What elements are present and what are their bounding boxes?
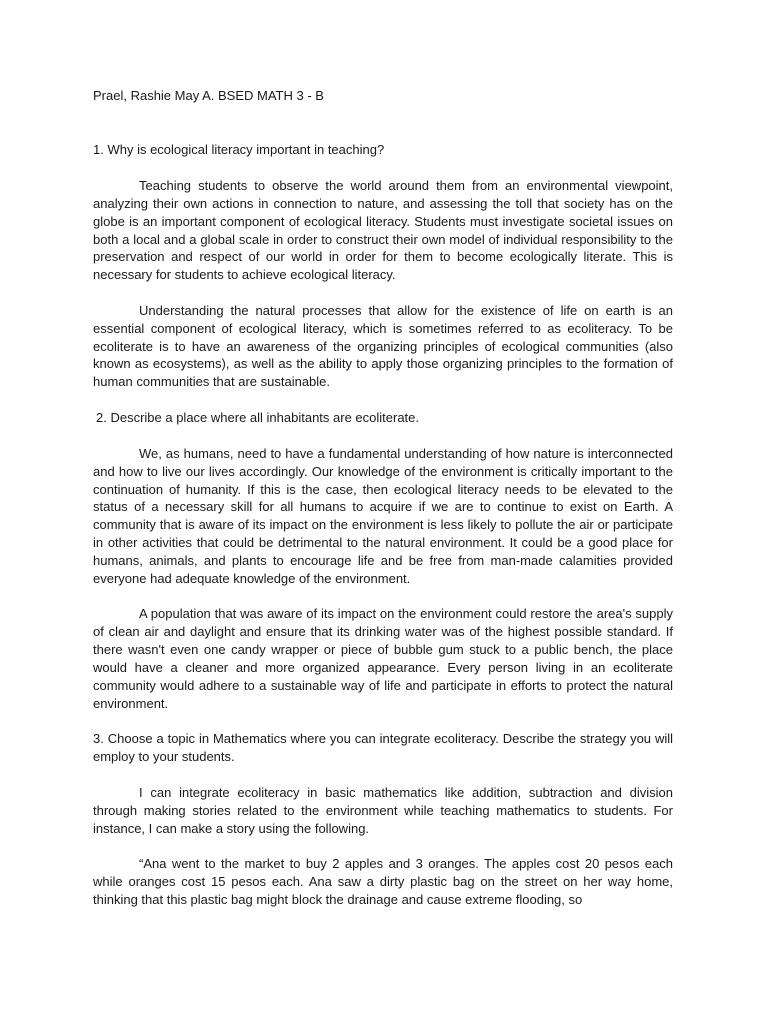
student-name-header: Prael, Rashie May A. BSED MATH 3 - B [93, 88, 324, 103]
question-1-section [93, 141, 673, 391]
question-2-heading: 2. Describe a place where all inhabitants are ecoliterate. [96, 409, 420, 425]
answer-2-paragraph-2: A population that was aware of its impact on the environment could restore the area's supply of clean air and daylight and ensure that its drinking water was of the highest possible standard. If there wasn't even one candy wrapper or piece of bubble gum stuck to a public bench, the place would have a cleaner and more organized appearance. Every person living in an ecoliterate community would adhere to a sustainable way of life and participate in efforts to protect the natural environment. [93, 606, 673, 711]
answer-3-paragraph-1: I can integrate ecoliteracy in basic mathematics like addition, subtraction and division through making stories related to the environment while teaching mathematics to students. For instance, I can make a story using the following. [93, 785, 673, 836]
answer-1-paragraph-1: Teaching students to observe the world around them from an environmental viewpoint, analyzing their own actions in connection to nature, and assessing the toll that society has on the globe is an important component of ecological literacy. Students must investigate societal issues on both a local and a global scale in order to construct their own model of individual responsibility to the preservation and respect of our world in order for them to become ecologically literate. This is necessary for students to achieve ecological literacy. [93, 177, 673, 283]
answer-1-paragraph-2: Understanding the natural processes that allow for the existence of life on earth is an essential component of ecological literacy, which is sometimes referred to as ecoliteracy. To be ecoliterate is to have an awareness of the organizing principles of ecological communities (also known as ecosystems), as well as the ability to apply those organizing principles to the formation of human communities that are sustainable. [93, 302, 673, 390]
answer-2-paragraph-1: We, as humans, need to have a fundamental understanding of how nature is interconnected and how to live our lives accordingly. Our knowledge of the environment is critically important to the continuation of humanity. If this is the case, then ecological literacy needs to be elevated to the status of a necessary skill for all humans to acquire if we are to continue to exist on Earth. A community that is aware of its impact on the environment is less likely to pollute the air or participate in other activities that could be detrimental to the natural environment. It could be a good place for humans, animals, and plants to encourage life and be free from man-made calamities provided everyone had adequate knowledge of the environment. [93, 445, 673, 587]
question-3-heading: 3. Choose a topic in Mathematics where you can integrate ecoliteracy. Describe the strategy you will employ to your students. [93, 731, 673, 765]
question-2-section [93, 409, 673, 713]
question-1-heading: 1. Why is ecological literacy important in teaching? [93, 141, 385, 157]
question-3-section [93, 730, 673, 909]
answer-3-paragraph-2: “Ana went to the market to buy 2 apples and 3 oranges. The apples cost 20 pesos each while oranges cost 15 pesos each. Ana saw a dirty plastic bag on the street on her way home, thinking that this plastic bag might block the drainage and cause extreme flooding, so [93, 856, 673, 908]
